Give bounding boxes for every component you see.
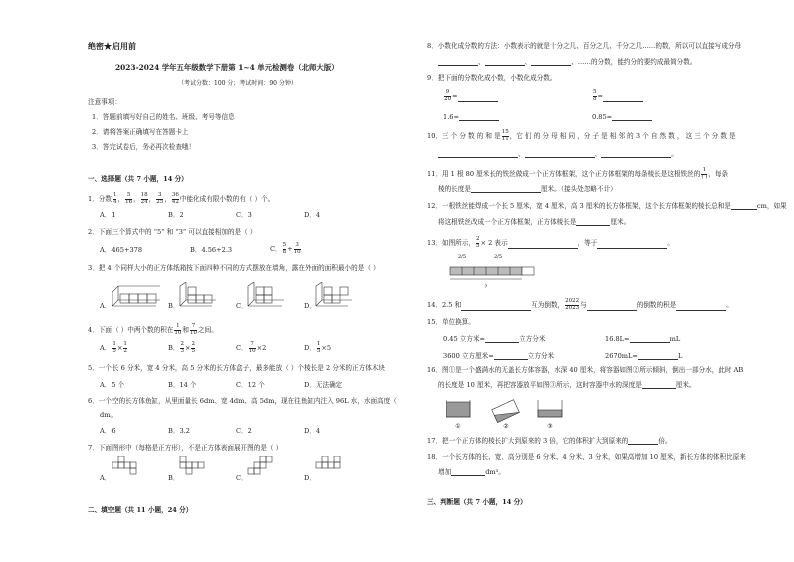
q16-stem: 16．图①是一个盛满水的无盖长方体容器，水深 40 厘米，将容器如图②所示倾斜，倒出一部分水，此时 AB <box>427 366 744 374</box>
q11-stem: 11．用 1 根 80 厘米长的铁丝做成一个正方体框架，这个正方体框架的每条棱长是这根铁丝的 $\frac{1}{( )}$ ，每条 <box>427 167 729 180</box>
q6-stem-cont: dm。 <box>100 411 118 419</box>
q4-option-d[interactable]: D． $\frac{1}{5}$ ×5 <box>304 341 332 354</box>
q16-stem-cont: 的长度是 10 厘米，再把容器放平如图③所示，这时容器中水的深度是 厘米。 <box>438 381 696 389</box>
q1-option-b[interactable]: B．2 <box>168 211 184 219</box>
q10-stem: 10．三 个 分 数 的 和 是 $\frac{15}{11}$ ，它 们 的 分 母 相 同 ，分 子 是 相 邻 的 3 个 自 然 数 ， 这 三 个 分 数 是 <box>427 129 736 142</box>
q3-option-a[interactable]: A． <box>100 302 112 310</box>
q4-option-a[interactable]: A． $\frac{1}{5}$ × $\frac{1}{2}$ <box>100 341 127 354</box>
q6-option-c[interactable]: C．2 <box>236 427 252 435</box>
secret-label: 绝密★启用前 <box>88 41 136 51</box>
q12-stem-cont: 将这根铁丝改成一个正方体框架，正方体棱长是 厘米。 <box>438 218 631 226</box>
q6-stem: 6．一个空的长方体鱼缸，从里面量长 6dm、宽 4dm、高 5dm，现在往鱼缸内注入 96L 水，水面高度（ <box>88 397 397 405</box>
q11-stem-cont: 棱的长度是 厘米。（接头处忽略不计） <box>438 185 617 193</box>
q3-option-b[interactable]: B． <box>168 302 180 310</box>
q3-option-c[interactable]: C． <box>236 302 248 310</box>
q15-heading: 15．单位换算。 <box>427 318 475 326</box>
notice-heading: 注意事项： <box>88 98 121 106</box>
bar-label: 2/5 <box>457 254 467 260</box>
q18-stem-cont: 增加 dm³。 <box>438 468 505 476</box>
q9-stem: 9．把下面的分数化成小数，小数化成分数。 <box>427 74 557 82</box>
q6-option-d[interactable]: D．4 <box>304 427 321 435</box>
section1-heading: 一、选择题（共 7 小题，14 分） <box>88 175 188 183</box>
q2-stem: 2．下面三个算式中的 “5” 和 “3” 可以直接相加的是（ ） <box>88 228 257 236</box>
notice-item: 2．请将答案正确填写在答题卡上 <box>92 128 189 136</box>
figure-label: ① <box>455 423 461 430</box>
q9-item-c[interactable]: 1.6= <box>443 113 499 121</box>
q17-stem: 17．把一个正方体的棱长扩大到原来的 3 倍，它的体积扩大到原来的 倍。 <box>427 437 672 445</box>
q1-option-a[interactable]: A．1 <box>100 211 116 219</box>
bar-bottom-label: ? <box>484 284 488 290</box>
q5-option-a[interactable]: A．5 个 <box>100 381 125 389</box>
q13-stem: 13．如图所示， $\frac{2}{5}$ × 2 表示 ，等于 。 <box>427 236 674 249</box>
fraction: $\frac{1}{4}$ <box>112 192 117 205</box>
q2-option-c[interactable]: C． $\frac{5}{8}$ + $\frac{3}{10}$ <box>270 242 301 255</box>
q7-stem: 7．下面图形中（每格是正方形），不是正方体表面展开图的是（ ） <box>88 444 283 452</box>
q7-option-c[interactable]: C． <box>236 474 248 482</box>
q7-option-b[interactable]: B． <box>168 474 180 482</box>
q5-option-b[interactable]: B．14 个 <box>168 381 197 389</box>
bar-label: 2/5 <box>493 254 503 260</box>
q6-option-a[interactable]: A．6 <box>100 427 116 435</box>
q9-item-d[interactable]: 0.85= <box>592 113 652 121</box>
q15-item[interactable]: 3600 立方厘米= 立方分米 <box>443 352 555 360</box>
q14-stem: 14．2.5 和 互为倒数， $\frac{2022}{2023}$ 与 的倒数的积是 。 <box>427 298 733 311</box>
q1-option-c[interactable]: C．3 <box>236 211 252 219</box>
q3-box-figures <box>112 282 392 310</box>
q12-stem: 12．一根铁丝能焊成一个长 5 厘米，宽 4 厘米，高 3 厘米的长方体框架，这个长方体框架的棱长总和是 cm，如果 <box>427 202 787 210</box>
q9-item-b[interactable]: $\frac{5}{8}$ = <box>592 90 643 102</box>
exam-title: 2023-2024 学年五年级数学下册第 1~4 单元检测卷（北师大版） <box>115 63 339 72</box>
q7-net-figures <box>112 456 372 480</box>
q3-stem: 3．把 4 个同样大小的正方体纸箱按下面四种不同的方式摆放在墙角，露在外面的面积最小的是（ ） <box>88 264 380 272</box>
fraction: $\frac{3}{25}$ <box>156 192 164 205</box>
q5-option-c[interactable]: C．12 个 <box>236 381 265 389</box>
q18-stem: 18．一个长方体的长、宽、高分别是 6 分米、4 分米、3 分米，如果高增加 10 厘米，新长方体的体积比原来 <box>427 453 746 461</box>
q3-option-d[interactable]: D． <box>304 302 316 310</box>
figure-label: ③ <box>547 423 553 430</box>
figure-label: ② <box>503 423 509 430</box>
section3-heading: 三、判断题（共 7 小题，14 分） <box>427 498 527 506</box>
q15-item[interactable]: 2670mL= L <box>605 352 683 360</box>
section2-heading: 二、填空题（共 11 小题，24 分） <box>88 506 193 514</box>
fraction: $\frac{5}{16}$ <box>125 192 133 205</box>
q4-stem: 4．下面（ ）中两个数的积在 $\frac{1}{10}$ 和 $\frac{7}{10}$ 之间。 <box>88 323 218 336</box>
q16-container-figures <box>446 394 566 432</box>
fraction: $\frac{36}{42}$ <box>171 192 179 205</box>
q15-item[interactable]: 0.45 立方米= 立方分米 <box>443 335 546 343</box>
q8-stem-cont: 、 、 、……的分数，能约分的要约成最简分数。 <box>438 58 696 66</box>
q2-option-a[interactable]: A．465+378 <box>100 246 143 254</box>
q5-stem: 5．一个长 6 分米，宽 4 分米，高 5 分米的长方体盒子，最多能放（ ）个棱长是 2 分米的正方体木块 <box>88 364 385 372</box>
q8-stem: 8．小数化成分数的方法：小数表示的就是十分之几、百分之几、千分之几……的数，所以可以直接写成分母 <box>427 42 742 50</box>
q9-item-a[interactable]: $\frac{9}{20}$ = <box>443 90 498 102</box>
q13-bar-diagram <box>442 251 542 291</box>
q4-option-b[interactable]: B． $\frac{2}{3}$ × $\frac{2}{5}$ <box>168 341 195 354</box>
q7-option-a[interactable]: A． <box>100 474 112 482</box>
q2-option-b[interactable]: B．4.56+2.3 <box>190 246 233 254</box>
q15-item[interactable]: 16.8L= mL <box>605 335 681 343</box>
fraction: $\frac{18}{24}$ <box>140 192 148 205</box>
notice-item: 3．答完试卷后，务必再次检查哦！ <box>92 143 196 151</box>
q1-option-d[interactable]: D．4 <box>304 211 321 219</box>
q1-stem: 1．分数 $\frac{1}{4}$ ， $\frac{5}{16}$ ， $\frac{18}{24}$ ， $\frac{3}{25}$ ， $\frac{36}{42}$ 中能化成有限小数的有（ ）个。 <box>88 192 275 205</box>
q6-option-b[interactable]: B．3.2 <box>168 427 190 435</box>
q10-answers[interactable]: 、 、 。 <box>438 150 678 158</box>
q4-option-c[interactable]: C． $\frac{7}{10}$ ×2 <box>236 341 267 354</box>
exam-subtitle: （考试分数：100 分；考试时间：90 分钟） <box>178 80 297 87</box>
q7-option-d[interactable]: D． <box>304 474 316 482</box>
q5-option-d[interactable]: D．无法确定 <box>304 381 343 389</box>
notice-item: 1．答题前填写好自己的姓名、班级、考号等信息 <box>92 113 235 121</box>
